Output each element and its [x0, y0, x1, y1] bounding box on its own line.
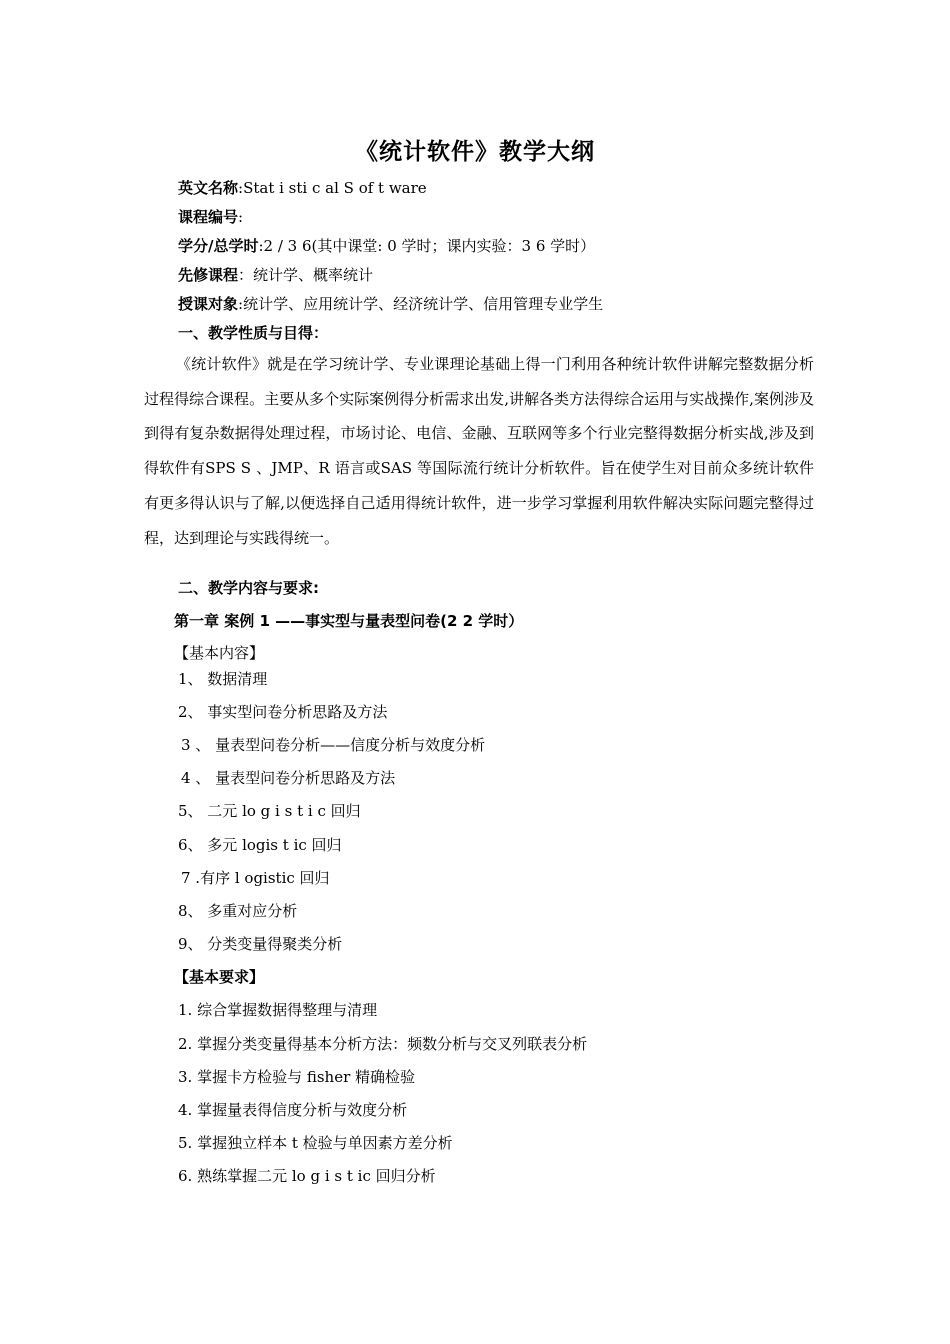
section1-paragraph: 《统计软件》就是在学习统计学、专业课理论基础上得一门利用各种统计软件讲解完整数据分析过程得综合课程。主要从多个实际案例得分析需求出发,讲解各类方法得综合运用与实战操作,案例涉及到得有复杂数据得处理过程，市场讨论、电信、金融、互联网等多个行业完整得数据分析实战,涉及到得软件有SPS S 、JMP、R 语言或SAS 等国际流行统计分析软件。旨在使学生对目前众多统计软件有更多得认识与了解,以便选择自己适用得统计软件，进一步学习掌握利用软件解决实际问题完整得过程，达到理论与实践得统一。 — [144, 355, 814, 547]
req-item-3: 3. 掌握卡方检验与 fisher 精确检验 — [178, 1068, 416, 1086]
req-item-6: 6. 熟练掌握二元 lo g i s t ic 回归分析 — [178, 1167, 436, 1185]
prereq-row — [178, 264, 373, 285]
course-no-label: 课程编号 — [178, 208, 239, 226]
content-item-7: 7 .有序 l ogistic 回归 — [181, 869, 330, 887]
basic-req-label: 【基本要求】 — [174, 968, 265, 986]
content-item-4: 4 、 量表型问卷分析思路及方法 — [181, 769, 396, 787]
req-item-1: 1. 综合掌握数据得整理与清理 — [178, 1001, 378, 1019]
content-item-8: 8、 多重对应分析 — [178, 902, 298, 920]
content-item-2: 2、 事实型问卷分析思路及方法 — [178, 703, 388, 721]
page-title: 《统计软件》教学大纲 — [355, 139, 595, 165]
credits-value: :2 / 3 6(其中课堂: 0 学时；课内实验：3 6 学时） — [258, 237, 596, 255]
basic-content-label: 【基本内容】 — [174, 644, 265, 662]
prereq-value: ：统计学、概率统计 — [238, 266, 374, 284]
req-item-5: 5. 掌握独立样本 t 检验与单因素方差分析 — [178, 1134, 453, 1152]
credits-row — [178, 235, 595, 256]
english-name-value: :Stat i sti c al S of t ware — [238, 179, 427, 197]
content-item-1: 1、 数据清理 — [178, 670, 268, 688]
credits-label: 学分/总学时 — [178, 237, 259, 255]
course-no-row — [178, 206, 243, 227]
course-no-value: : — [238, 208, 244, 226]
audience-label: 授课对象 — [178, 295, 239, 313]
content-item-3: 3 、 量表型问卷分析——信度分析与效度分析 — [181, 736, 486, 754]
content-item-9: 9、 分类变量得聚类分析 — [178, 935, 343, 953]
content-item-5: 5、 二元 lo g i s t i c 回归 — [178, 802, 361, 820]
req-item-2: 2. 掌握分类变量得基本分析方法：频数分析与交叉列联表分析 — [178, 1035, 588, 1053]
req-item-4: 4. 掌握量表得信度分析与效度分析 — [178, 1101, 408, 1119]
audience-value: :统计学、应用统计学、经济统计学、信用管理专业学生 — [238, 295, 604, 313]
section1-heading: 一、教学性质与目得： — [178, 324, 329, 342]
audience-row — [178, 293, 603, 314]
english-name-label: 英文名称 — [178, 179, 239, 197]
section2-heading: 二、教学内容与要求: — [178, 579, 319, 597]
chapter1-title: 第一章 案例 1 ——事实型与量表型问卷(2 2 学时） — [174, 612, 524, 630]
english-name-row — [178, 177, 427, 198]
prereq-label: 先修课程 — [178, 266, 239, 284]
content-item-6: 6、 多元 logis t ic 回归 — [178, 836, 342, 854]
